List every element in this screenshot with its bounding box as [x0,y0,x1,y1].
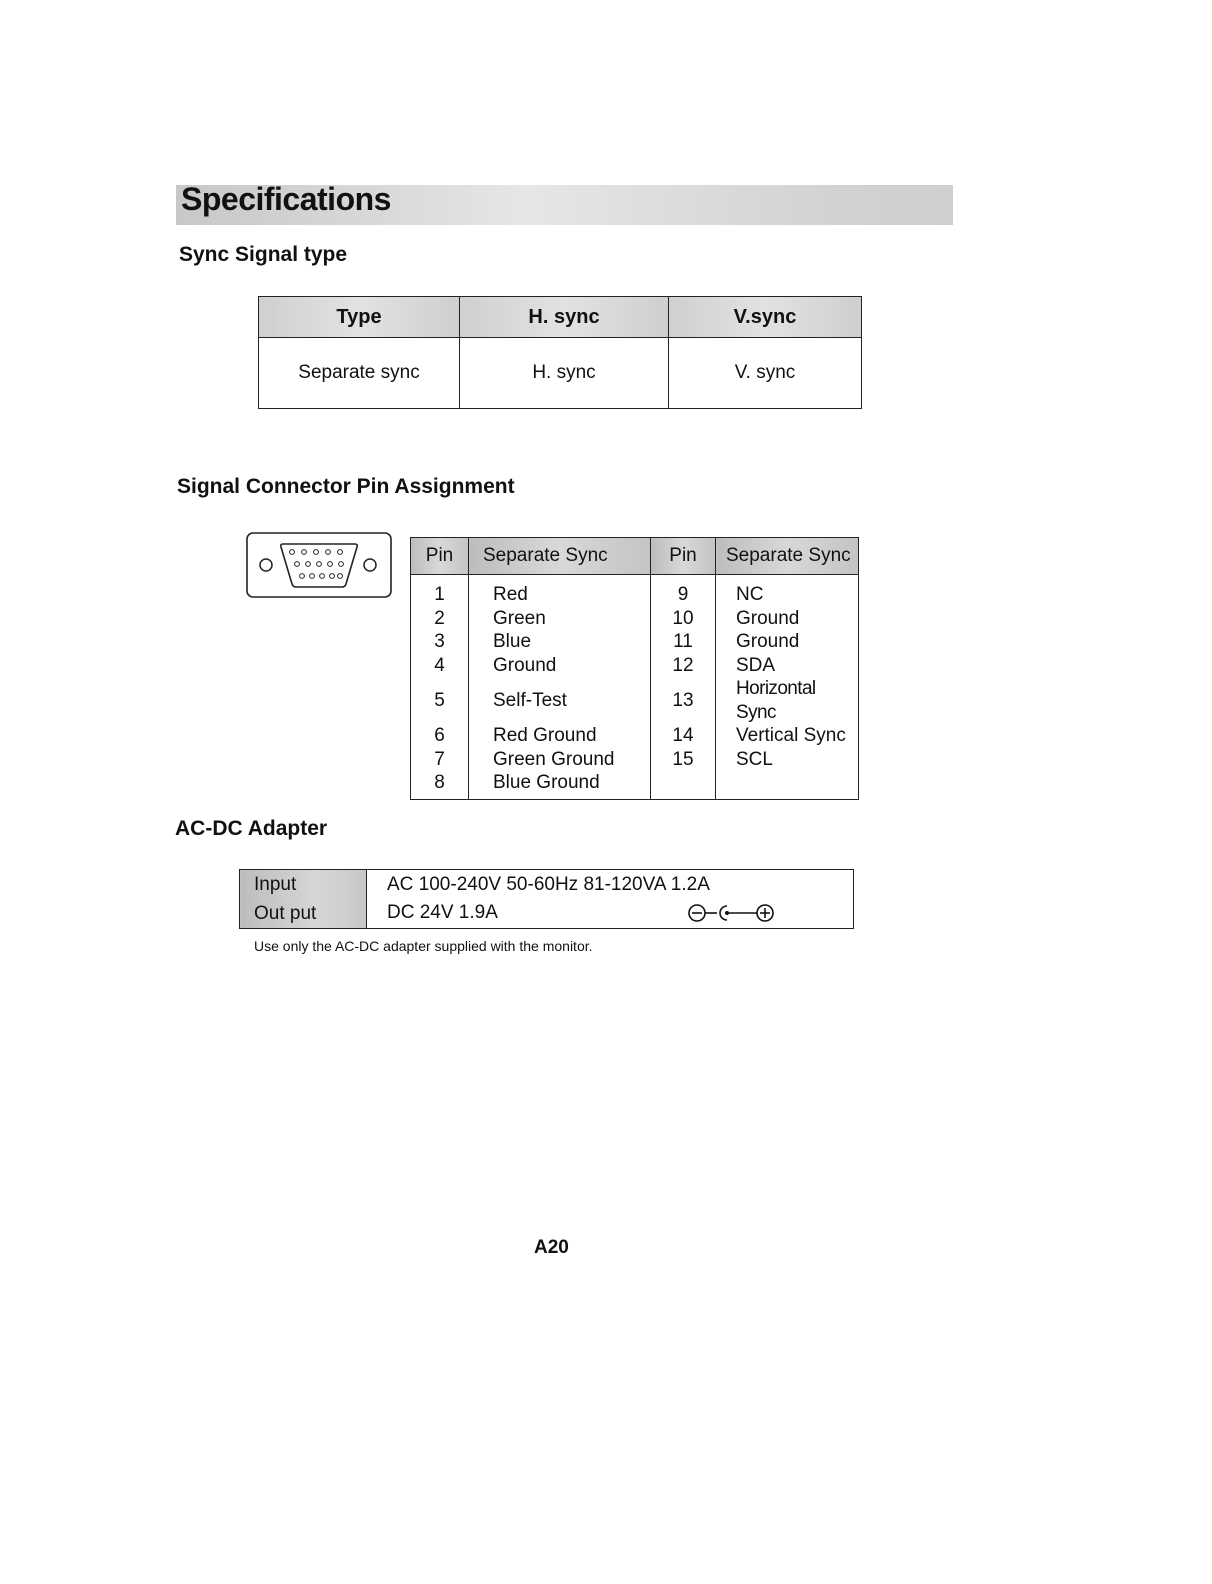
table-row [411,771,859,800]
pin-number: 12 [651,654,716,678]
pin-signal: Blue [469,630,651,654]
pin-number: 9 [651,575,716,607]
table-row [411,677,859,724]
adapter-output-value: DC 24V 1.9A [387,902,497,924]
pin-number: 3 [411,630,469,654]
table-header-row [411,538,859,575]
pin-number: 14 [651,724,716,748]
pin-number: 7 [411,748,469,772]
table-row [411,607,859,631]
column-header-separate-sync-2: Separate Sync [716,538,859,575]
pin-signal: Self-Test [469,677,651,724]
pin-signal: Blue Ground [469,771,651,800]
column-header-h-sync: H. sync [460,297,669,338]
adapter-input-value: AC 100-240V 50-60Hz 81-120VA 1.2A [367,870,854,900]
table-row [411,575,859,607]
column-header-v-sync: V.sync [669,297,862,338]
pin-number: 4 [411,654,469,678]
adapter-output-label: Out put [240,899,367,929]
vga-connector-icon [246,532,392,598]
pin-assignment-table [410,537,859,800]
adapter-table [239,869,854,929]
pin-signal: Ground [469,654,651,678]
pin-number [651,771,716,800]
column-header-type: Type [259,297,460,338]
adapter-input-label: Input [240,870,367,900]
pin-signal [716,771,859,800]
pin-signal: SCL [716,748,859,772]
pin-signal: Ground [716,607,859,631]
table-row [259,338,862,409]
pin-signal: Vertical Sync [716,724,859,748]
pin-signal: Horizontal Sync [716,677,859,724]
dc-polarity-icon [687,902,777,924]
pin-number: 5 [411,677,469,724]
column-header-separate-sync: Separate Sync [469,538,651,575]
cell-h-sync: H. sync [460,338,669,409]
pin-number: 8 [411,771,469,800]
pin-number: 15 [651,748,716,772]
pin-signal: Green [469,607,651,631]
column-header-pin-2: Pin [651,538,716,575]
table-row [411,724,859,748]
column-header-pin: Pin [411,538,469,575]
pin-number: 11 [651,630,716,654]
pin-signal: NC [716,575,859,607]
adapter-output-cell [367,899,854,929]
pin-assignment-heading: Signal Connector Pin Assignment [177,475,515,498]
pin-number: 10 [651,607,716,631]
table-header-row [259,297,862,338]
cell-type: Separate sync [259,338,460,409]
adapter-heading: AC-DC Adapter [175,817,328,840]
pin-signal: SDA [716,654,859,678]
sync-signal-heading: Sync Signal type [179,243,348,266]
pin-number: 6 [411,724,469,748]
table-row [411,748,859,772]
pin-signal: Red [469,575,651,607]
table-row [240,870,854,900]
cell-v-sync: V. sync [669,338,862,409]
table-row [411,654,859,678]
table-row [411,630,859,654]
pin-signal: Red Ground [469,724,651,748]
pin-number: 13 [651,677,716,724]
pin-signal: Green Ground [469,748,651,772]
adapter-note: Use only the AC-DC adapter supplied with the monitor. [254,938,593,954]
pin-number: 1 [411,575,469,607]
page-number: A20 [534,1237,569,1258]
page-title: Specifications [181,181,391,217]
pin-number: 2 [411,607,469,631]
sync-signal-table [258,296,862,409]
table-row [240,899,854,929]
pin-signal: Ground [716,630,859,654]
